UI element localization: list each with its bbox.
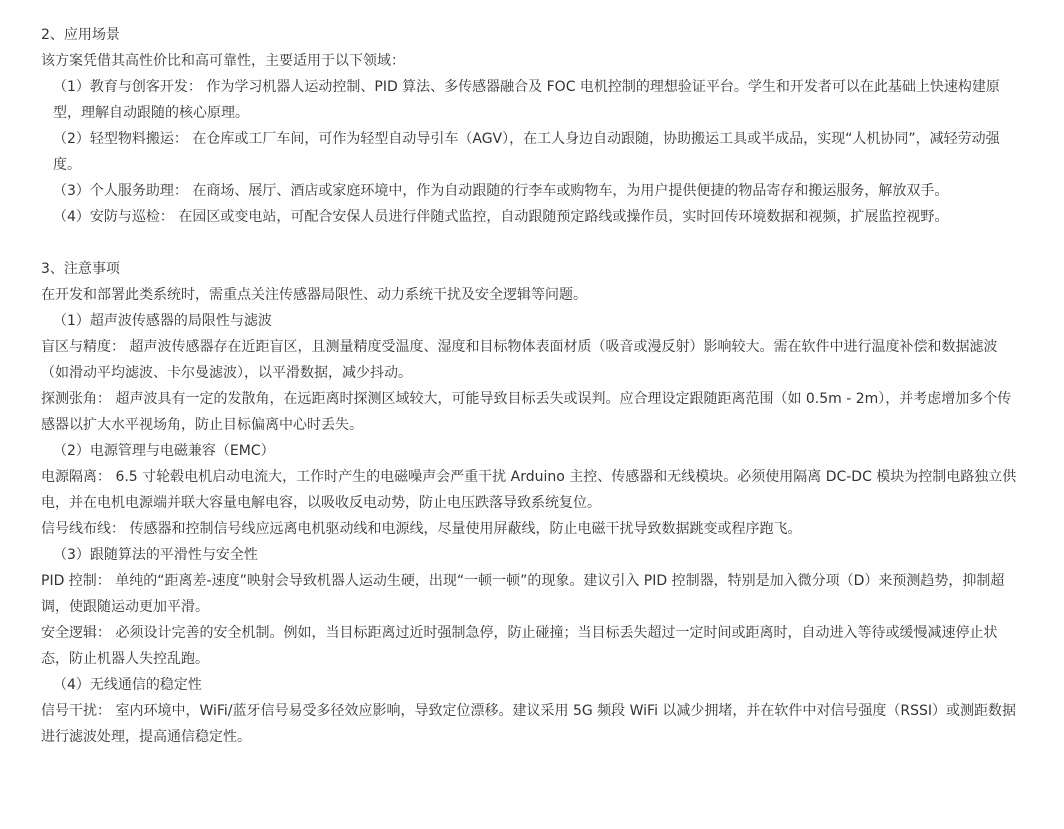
- note-text: 6.5 寸轮毂电机启动电流大，工作时产生的电磁噪声会严重干扰 Arduino 主控、传感器和无线模块。必须使用隔离 DC-DC 模块为控制电路独立供电，并在电机电源端并联大容量电解电容，以吸收反电动势，防止电压跌落导致系统复位。: [41, 469, 1017, 511]
- item-label: （2）轻型物料搬运：: [53, 131, 188, 147]
- note-text: 单纯的“距离差-速度”映射会导致机器人运动生硬，出现“一顿一顿”的现象。建议引入 PID 控制器，特别是加入微分项（D）来预测趋势，抑制超调，使跟随运动更加平滑。: [41, 573, 1005, 615]
- note-label: 探测张角：: [41, 391, 111, 407]
- item-label: （1）教育与创客开发：: [53, 79, 202, 95]
- item-text: 在商场、展厅、酒店或家庭环境中，作为自动跟随的行李车或购物车，为用户提供便捷的物品寄存和搬运服务，解放双手。: [192, 183, 949, 199]
- note-paragraph: [41, 698, 1024, 750]
- note-label: 安全逻辑：: [41, 625, 111, 641]
- item-text: 在仓库或工厂车间，可作为轻型自动导引车（AGV），在工人身边自动跟随，协助搬运工具或半成品，实现“人机协同”，减轻劳动强度。: [53, 131, 1000, 173]
- note-paragraph: [41, 568, 1024, 620]
- note-label: 电源隔离：: [41, 469, 111, 485]
- note-paragraph: [41, 620, 1024, 672]
- note-label: 盲区与精度：: [41, 339, 125, 355]
- note-text: 室内环境中，WiFi/蓝牙信号易受多径效应影响，导致定位漂移。建议采用 5G 频段 WiFi 以减少拥堵，并在软件中对信号强度（RSSI）或测距数据进行滤波处理，提高通信稳定性。: [41, 703, 1017, 745]
- list-item: [41, 178, 1024, 204]
- note-paragraph: [41, 464, 1024, 516]
- list-item: [41, 74, 1024, 126]
- section-heading-notes: 3、注意事项: [41, 261, 120, 277]
- note-paragraph: [41, 516, 1024, 542]
- section-intro-application: 该方案凭借其高性价比和高可靠性，主要适用于以下领域：: [41, 53, 405, 69]
- list-item: [41, 204, 1024, 230]
- subsection-title: （4）无线通信的稳定性: [53, 677, 202, 693]
- section-heading-application: 2、应用场景: [41, 27, 120, 43]
- note-label: PID 控制：: [41, 573, 111, 589]
- list-item: [41, 126, 1024, 178]
- note-paragraph: [41, 386, 1024, 438]
- note-paragraph: [41, 334, 1024, 386]
- note-label: 信号干扰：: [41, 703, 111, 719]
- subsection-title: （3）跟随算法的平滑性与安全性: [53, 547, 258, 563]
- note-text: 必须设计完善的安全机制。例如，当目标距离过近时强制急停，防止碰撞；当目标丢失超过一定时间或距离时，自动进入等待或缓慢减速停止状态，防止机器人失控乱跑。: [41, 625, 998, 667]
- note-text: 传感器和控制信号线应远离电机驱动线和电源线，尽量使用屏蔽线，防止电磁干扰导致数据跳变或程序跑飞。: [129, 521, 802, 537]
- subsection-title: （1）超声波传感器的局限性与滤波: [53, 313, 272, 329]
- section-intro-notes: 在开发和部署此类系统时，需重点关注传感器局限性、动力系统干扰及安全逻辑等问题。: [41, 287, 587, 303]
- item-text: 作为学习机器人运动控制、PID 算法、多传感器融合及 FOC 电机控制的理想验证平台。学生和开发者可以在此基础上快速构建原型，理解自动跟随的核心原理。: [53, 79, 1000, 121]
- note-text: 超声波传感器存在近距盲区，且测量精度受温度、湿度和目标物体表面材质（吸音或漫反射）影响较大。需在软件中进行温度补偿和数据滤波（如滑动平均滤波、卡尔曼滤波），以平滑数据，减少抖动。: [41, 339, 998, 381]
- note-label: 信号线布线：: [41, 521, 125, 537]
- item-label: （3）个人服务助理：: [53, 183, 188, 199]
- item-text: 在园区或变电站，可配合安保人员进行伴随式监控，自动跟随预定路线或操作员，实时回传环境数据和视频，扩展监控视野。: [178, 209, 949, 225]
- subsection-title: （2）电源管理与电磁兼容（EMC）: [53, 443, 275, 459]
- note-text: 超声波具有一定的发散角，在远距离时探测区域较大，可能导致目标丢失或误判。应合理设定跟随距离范围（如 0.5m - 2m），并考虑增加多个传感器以扩大水平视场角，防止目标偏离中心时丢失。: [41, 391, 1012, 433]
- item-label: （4）安防与巡检：: [53, 209, 174, 225]
- section-spacer: [41, 230, 1024, 256]
